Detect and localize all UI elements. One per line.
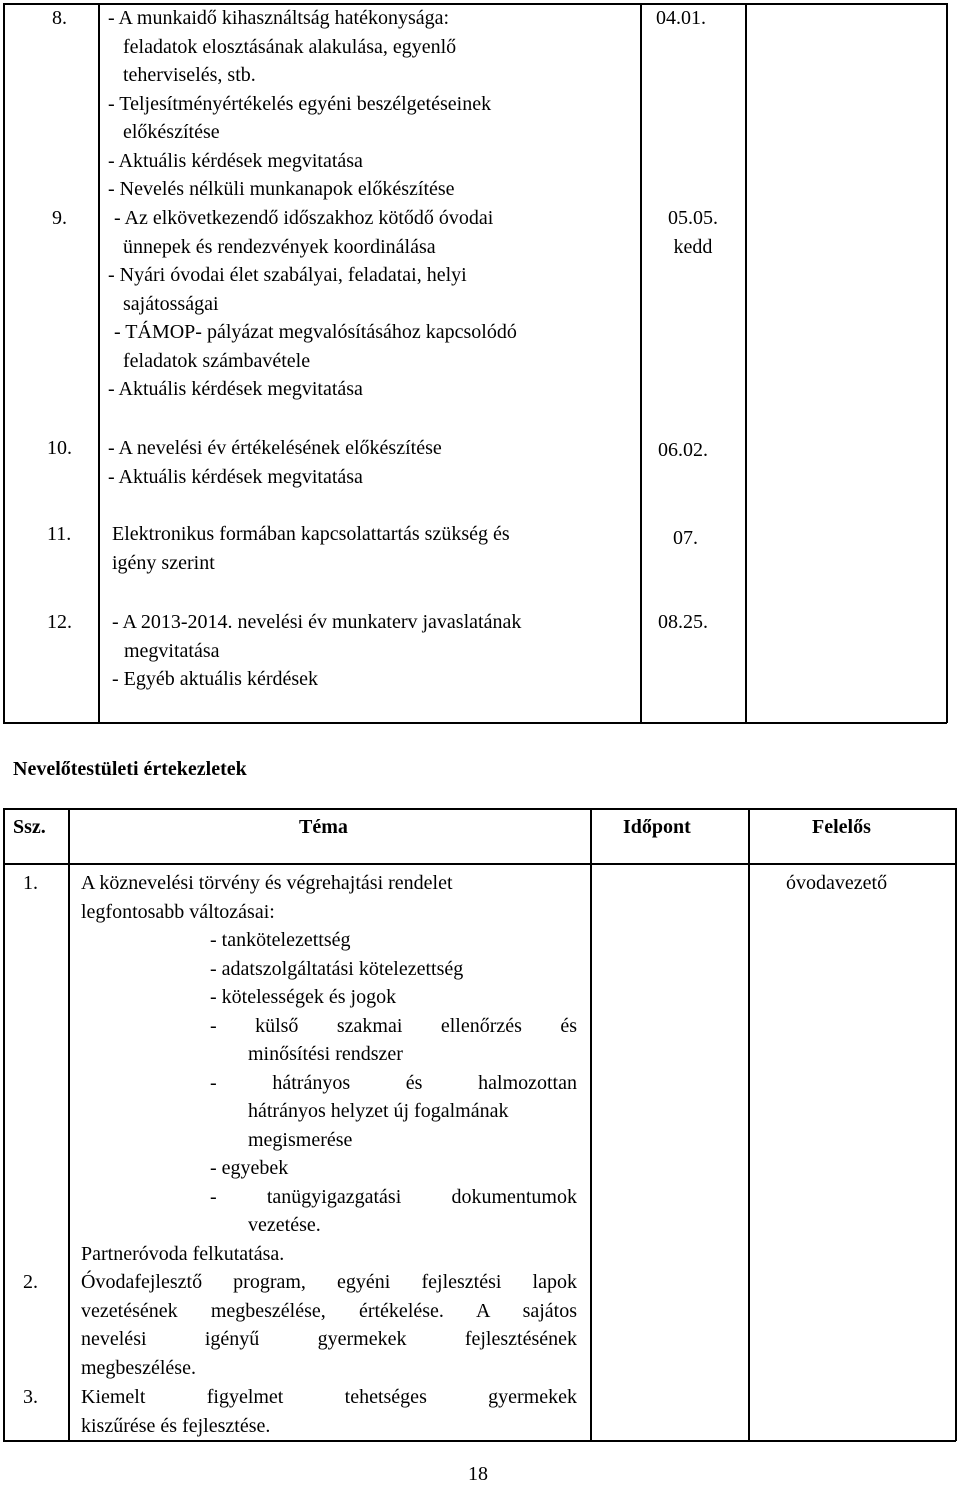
- row-date: 06.02.: [658, 439, 708, 461]
- table-border-bottom: [3, 1440, 956, 1442]
- header-ssz: Ssz.: [13, 816, 46, 838]
- row-topic: - A munkaidő kihasználtság hatékonysága: feladatok elosztásának alakulása, egyenlő teherviselés, stb. - Teljesítményértékelés egyéni beszélgetéseinek előkészítése - Aktuális kérdések megvitatása - Nevelés nélküli munkanapok előkészítése: [108, 7, 492, 200]
- table-column-divider: [745, 3, 747, 723]
- table-column-divider: [68, 808, 70, 1441]
- table-border-left: [3, 808, 5, 1441]
- justified-line: - külső szakmai ellenőrzés és: [210, 1014, 577, 1037]
- table-border-right: [955, 808, 957, 1441]
- row-topic: - A nevelési év értékelésének előkészítése - Aktuális kérdések megvitatása: [108, 437, 442, 488]
- justified-line: Óvodafejlesztő program, egyéni fejlesztési lapok: [81, 1271, 577, 1293]
- responsible-person: óvodavezető: [786, 872, 888, 894]
- justified-line: - tanügyigazgatási dokumentumok: [210, 1185, 577, 1208]
- table-border-left: [3, 3, 5, 723]
- row-number: 8.: [52, 7, 67, 29]
- change-list: - tankötelezettség - adatszolgáltatási kötelezettség - kötelességek és jogok - külső szakmai ellenőrzés és minősítési rendszer - hátrányos és halmozottan hátrányos helyzet új fogalmának megismerése - egyebek - tanügyigazgatási dokumentumok vezetése.: [210, 929, 577, 1236]
- table-column-divider: [98, 3, 100, 723]
- row-topic: - A 2013-2014. nevelési év munkaterv javaslatának megvitatása - Egyéb aktuális kérdések: [112, 611, 522, 690]
- row-date: 08.25.: [658, 611, 708, 633]
- row-topic: A köznevelési törvény és végrehajtási rendelet legfontosabb változásai: - tankötelezettség - adatszolgáltatási kötelezettség - kötelességek és jogok - külső szakmai ellenőrzés és minősítési rendszer - hátrányos és halmozottan hátrányos helyzet új fogalmának megismerése - egyebek - tanügyigazgatási dokumentumok vezetése. Partneróvoda felkutatása.: [81, 872, 577, 1265]
- header-divider: [3, 863, 956, 865]
- table-border-bottom: [3, 722, 947, 724]
- justified-line: - hátrányos és halmozottan: [210, 1071, 577, 1094]
- row-number: 11.: [47, 523, 72, 545]
- justified-line: vezetésének megbeszélése, értékelése. A sajátos: [81, 1299, 577, 1322]
- header-tema: Téma: [299, 816, 348, 838]
- page-number: 18: [468, 1463, 488, 1485]
- table-border-right: [946, 3, 948, 723]
- justified-line: nevelési igényű gyermekek fejlesztésének: [81, 1328, 577, 1350]
- row-topic: Kiemelt figyelmet tehetséges gyermekek kiszűrése és fejlesztése.: [81, 1383, 577, 1440]
- table-column-divider: [748, 808, 750, 1441]
- header-idopont: Időpont: [623, 816, 691, 838]
- row-topic: Elektronikus formában kapcsolattartás szükség és igény szerint: [112, 523, 510, 574]
- row-number: 3.: [23, 1386, 38, 1408]
- row-number: 10.: [47, 437, 72, 459]
- row-topic: - Az elkövetkezendő időszakhoz kötődő óvodai ünnepek és rendezvények koordinálása - Nyári óvodai élet szabályai, feladatai, helyi sajátosságai - TÁMOP- pályázat megvalósításához kapcsolódó feladatok számbavétele - Aktuális kérdések megvitatása: [108, 207, 517, 400]
- table-border-top: [3, 808, 956, 810]
- header-felelos: Felelős: [812, 816, 871, 838]
- justified-line: Kiemelt figyelmet tehetséges gyermekek: [81, 1386, 577, 1408]
- table-column-divider: [590, 808, 592, 1441]
- row-number: 9.: [52, 207, 67, 229]
- row-number: 12.: [47, 611, 72, 633]
- row-date: 04.01.: [656, 7, 706, 29]
- table-column-divider: [640, 3, 642, 723]
- section-heading: Nevelőtestületi értekezletek: [13, 758, 247, 780]
- row-number: 2.: [23, 1271, 38, 1293]
- row-date: 07.: [673, 527, 698, 549]
- row-date: 05.05. kedd: [668, 207, 718, 258]
- row-number: 1.: [23, 872, 38, 894]
- row-topic: Óvodafejlesztő program, egyéni fejlesztési lapok vezetésének megbeszélése, értékelése. A sajátos nevelési igényű gyermekek fejlesztésének megbeszélése.: [81, 1268, 577, 1382]
